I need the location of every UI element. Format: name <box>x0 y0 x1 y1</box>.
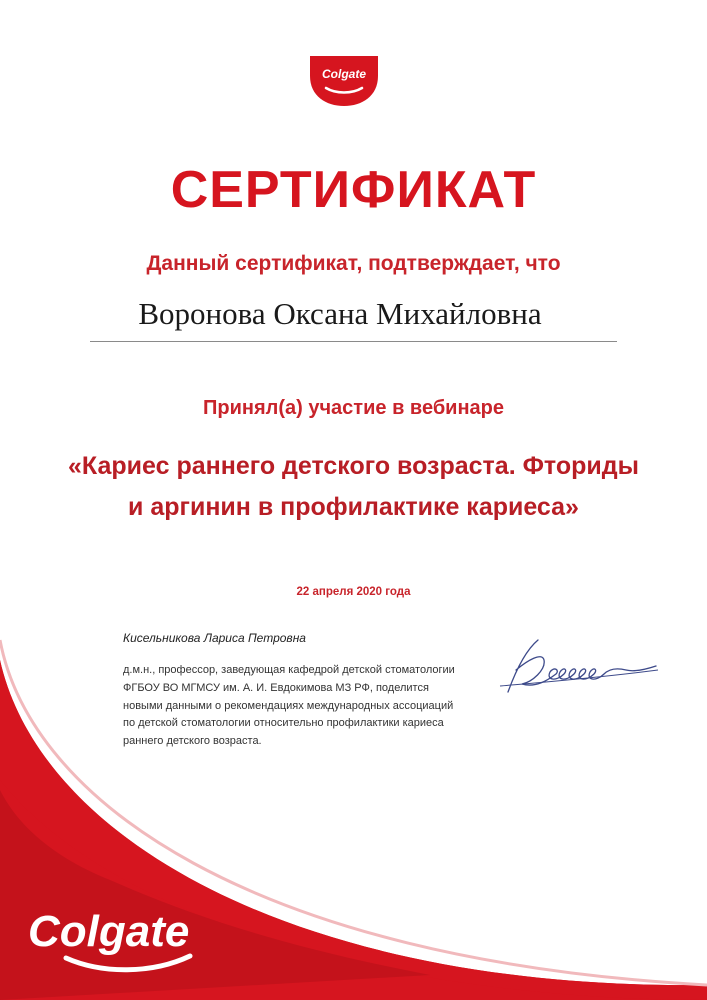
speaker-description: д.м.н., профессор, заведующая кафедрой детской стоматологии ФГБОУ ВО МГМСУ им. А. И. Евдокимова МЗ РФ, поделится новыми данными о рекомендациях международных ассоциаций по детской стоматологии относительно профилактики кариеса раннего детского возраста. <box>123 664 455 748</box>
top-colgate-logo <box>306 54 382 108</box>
participation-text: Принял(а) участие в вебинаре <box>202 397 505 419</box>
speaker-name: Кисельникова Лариса Петровна <box>123 631 306 645</box>
bottom-colgate-logo <box>22 900 232 980</box>
recipient-underline <box>90 341 617 342</box>
recipient-name: Воронова Оксана Михайловна <box>138 296 542 331</box>
webinar-date: 22 апреля 2020 года <box>296 586 411 598</box>
certificate-title: СЕРТИФИКАТ <box>170 161 537 219</box>
webinar-title: «Кариес раннего детского возраста. Фториды и аргинин в профилактике кариеса» <box>68 452 639 521</box>
bottom-logo-text: Colgate <box>28 907 190 956</box>
top-logo-text: Colgate <box>321 67 367 81</box>
speaker-signature <box>486 630 666 700</box>
certificate-subtitle: Данный сертификат, подтверждает, что <box>146 252 561 275</box>
